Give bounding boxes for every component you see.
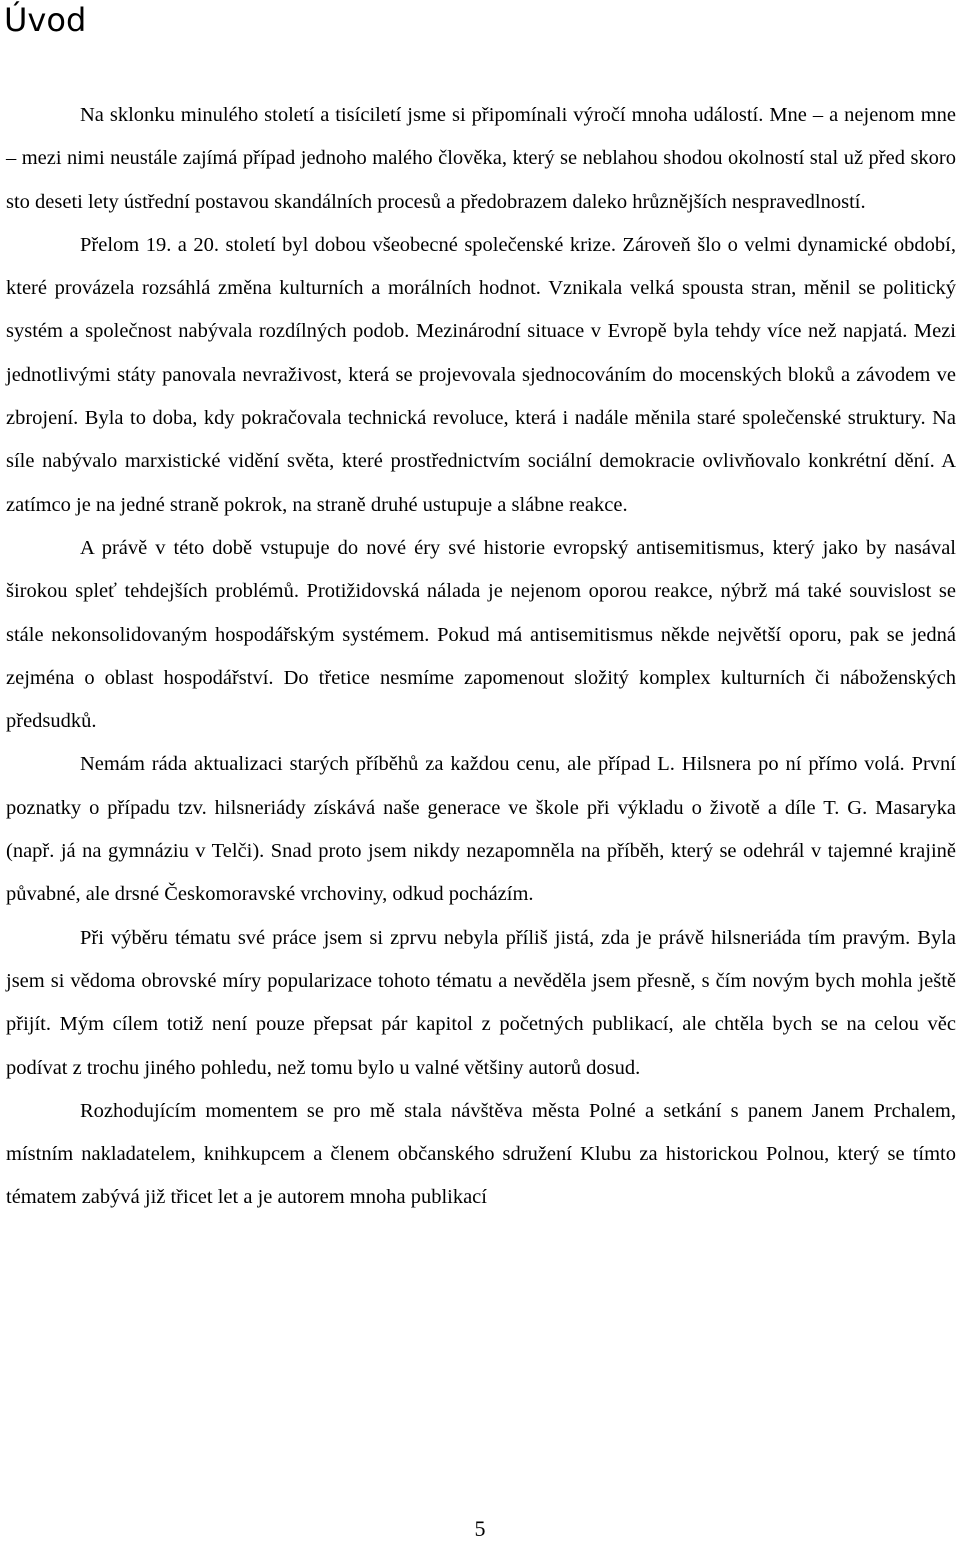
paragraph: Nemám ráda aktualizaci starých příběhů za každou cenu, ale případ L. Hilsnera po ní přímo volá. První poznatky o případu tzv. hilsneriády získává naše generace ve škole při výkladu o životě a díle T. G. Masaryka (např. já na gymnáziu v Telči). Snad proto jsem nikdy nezapomněla na příběh, který se odehrál v tajemné krajině půvabné, ale drsné Českomoravské vrchoviny, odkud pocházím. (6, 753, 956, 906)
paragraph: A právě v této době vstupuje do nové éry své historie evropský antisemitismus, který jako by nasával širokou spleť tehdejších problémů. Protižidovská nálada je nejenom oporou reakce, nýbrž má také souvislost se stále nekonsolidovaným hospodářským systémem. Pokud má antisemitismus někde největší oporu, pak se jedná zejména o oblast hospodářství. Do třetice nesmíme zapomenout složitý komplex kulturních či náboženských předsudků. (6, 536, 956, 733)
paragraph: Rozhodujícím momentem se pro mě stala návštěva města Polné a setkání s panem Janem Prchalem, místním nakladatelem, knihkupcem a členem občanského sdružení Klubu za historickou Polnou, který se tímto tématem zabývá již třicet let a je autorem mnoha publikací (6, 1099, 956, 1209)
paragraph: Při výběru tématu své práce jsem si zprvu nebyla příliš jistá, zda je právě hilsneriáda tím pravým. Byla jsem si vědoma obrovské míry popularizace tohoto tématu a nevěděla jsem přesně, s čím novým bych mohla ještě přijít. Mým cílem totiž není pouze přepsat pár kapitol z početných publikací, ale chtěla bych se na celou věc podívat z trochu jiného pohledu, než tomu bylo u valné většiny autorů dosud. (6, 926, 956, 1079)
paragraph: Přelom 19. a 20. století byl dobou všeobecné společenské krize. Zároveň šlo o velmi dynamické období, které provázela rozsáhlá změna kulturních a morálních hodnot. Vznikala velká spousta stran, měnil se politický systém a společnost nabývala rozdílných podob. Mezinárodní situace v Evropě byla tehdy více než napjatá. Mezi jednotlivými státy panovala nevraživost, která se projevovala sjednocováním do mocenských bloků a závodem ve zbrojení. Byla to doba, kdy pokračovala technická revoluce, která i nadále měnila staré společenské struktury. Na síle nabývalo marxistické vidění světa, které prostřednictvím sociální demokracie ovlivňovalo konkrétní dění. A zatímco je na jedné straně pokrok, na straně druhé ustupuje a slábne reakce. (6, 233, 956, 516)
page-heading: Úvod (4, 1, 87, 39)
body-text (6, 94, 956, 1220)
paragraph: Na sklonku minulého století a tisíciletí jsme si připomínali výročí mnoha událostí. Mne – a nejenom mne – mezi nimi neustále zajímá případ jednoho malého člověka, který se neblahou shodou okolností stal už před skoro sto deseti lety ústřední postavou skandálních procesů a předobrazem daleko hrůznějších nespravedlností. (6, 104, 956, 213)
page-number: 5 (474, 1516, 486, 1541)
